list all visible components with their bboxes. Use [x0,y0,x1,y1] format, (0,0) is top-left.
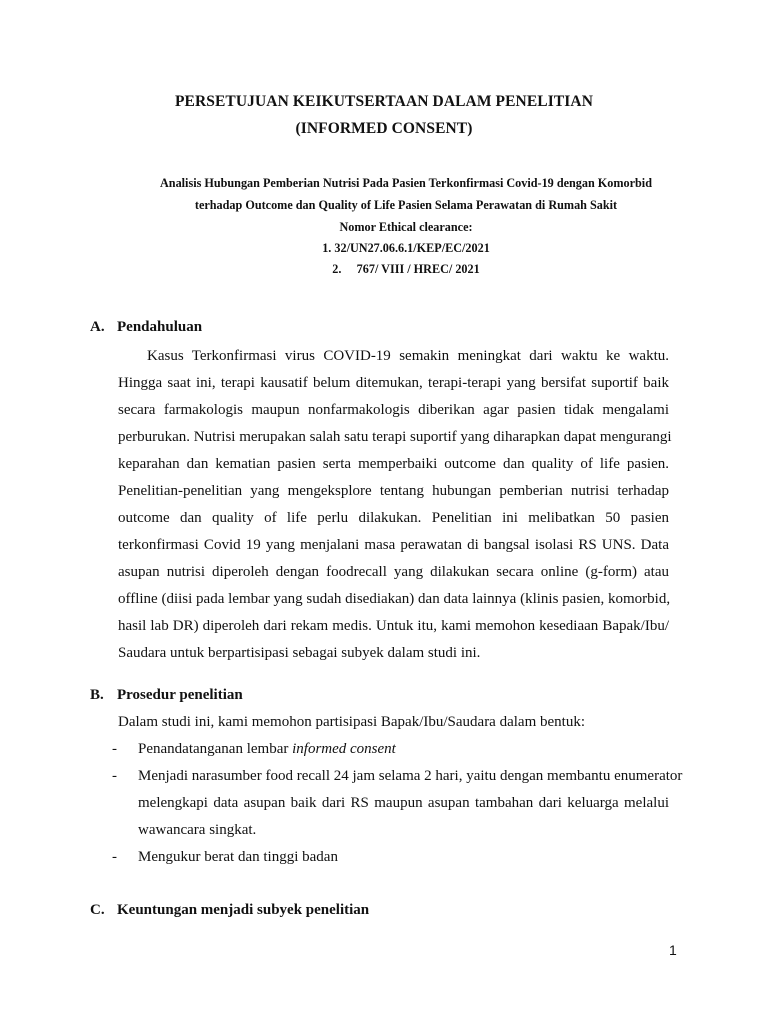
section-b-intro: Dalam studi ini, kami memohon partisipasi Bapak/Ibu/Saudara dalam bentuk: [118,714,585,730]
document-title-line1: PERSETUJUAN KEIKUTSERTAAN DALAM PENELITIAN [174,93,594,110]
bullet-item-food-recall-line: melengkapi data asupan baik dari RS maupun asupan tambahan dari keluarga melalui [138,795,669,811]
ethical-clearance-number-2: 2. 767/ VIII / HREC/ 2021 [332,262,480,276]
section-a-text-line: hasil lab DR) diperoleh dari rekam medis. Untuk itu, kami memohon kesediaan Bapak/Ibu/ [118,618,669,634]
bullet-item-informed-consent [138,741,396,758]
section-a-text-line: asupan nutrisi diperoleh dengan foodrecall yang dilakukan secara online (g-form) atau [118,564,669,580]
section-a-text-line: Hingga saat ini, terapi kausatif belum ditemukan, terapi-terapi yang bersifat suportif baik [118,375,669,391]
section-a-title: Pendahuluan [117,319,203,335]
section-a-text-line: Saudara untuk berpartisipasi sebagai subyek dalam studi ini. [118,645,481,661]
bullet-item-measure: Mengukur berat dan tinggi badan [138,849,338,865]
bullet-italic-text: informed consent [292,741,396,757]
bullet-text: Penandatanganan lembar [138,741,293,757]
section-a-text-line: Penelitian-penelitian yang mengeksplore tentang hubungan pemberian nutrisi terhadap [118,483,669,499]
section-a-text-line: outcome dan quality of life perlu dilakukan. Penelitian ini melibatkan 50 pasien [118,510,669,526]
section-c-heading [90,902,369,919]
section-a-text-line: keparahan dan kematian pasien serta memperbaiki outcome dan quality of life pasien. [118,456,669,472]
section-b-title: Prosedur penelitian [117,687,243,703]
bullet-marker: - [112,849,117,865]
ethical-clearance-label: Nomor Ethical clearance: [339,220,473,234]
section-c-letter: C. [90,902,105,918]
section-a-text-line: terkonfirmasi Covid 19 yang menjalani masa perawatan di bangsal isolasi RS UNS. Data [118,537,669,553]
document-title-line2: (INFORMED CONSENT) [295,120,473,137]
section-b-heading [90,687,243,704]
section-a-heading [90,319,202,336]
section-a-text-line: offline (diisi pada lembar yang sudah disediakan) dan data lainnya (klinis pasien, komorbid, [118,591,671,607]
section-a-text-line: secara farmakologis maupun nonfarmakologis diberikan agar pasien tidak mengalami [118,402,669,418]
bullet-marker: - [112,741,117,757]
subtitle-line: terhadap Outcome dan Quality of Life Pasien Selama Perawatan di Rumah Sakit [194,198,618,212]
bullet-item-food-recall-line: wawancara singkat. [138,822,257,838]
section-c-title: Keuntungan menjadi subyek penelitian [117,902,370,918]
ethical-clearance-number-1: 1. 32/UN27.06.6.1/KEP/EC/2021 [322,241,490,255]
page-number: 1 [669,942,677,958]
section-a-text-line: perburukan. Nutrisi merupakan salah satu terapi suportif yang diharapkan dapat mengurangi [118,429,672,445]
bullet-marker: - [112,768,117,784]
section-a-letter: A. [90,319,105,335]
section-a-text-line: Kasus Terkonfirmasi virus COVID-19 semakin meningkat dari waktu ke waktu. [147,348,669,364]
subtitle-line: Analisis Hubungan Pemberian Nutrisi Pada Pasien Terkonfirmasi Covid-19 dengan Komorbid [160,176,652,190]
section-b-letter: B. [90,687,104,703]
bullet-item-food-recall-line: Menjadi narasumber food recall 24 jam selama 2 hari, yaitu dengan membantu enumerator [138,768,683,784]
